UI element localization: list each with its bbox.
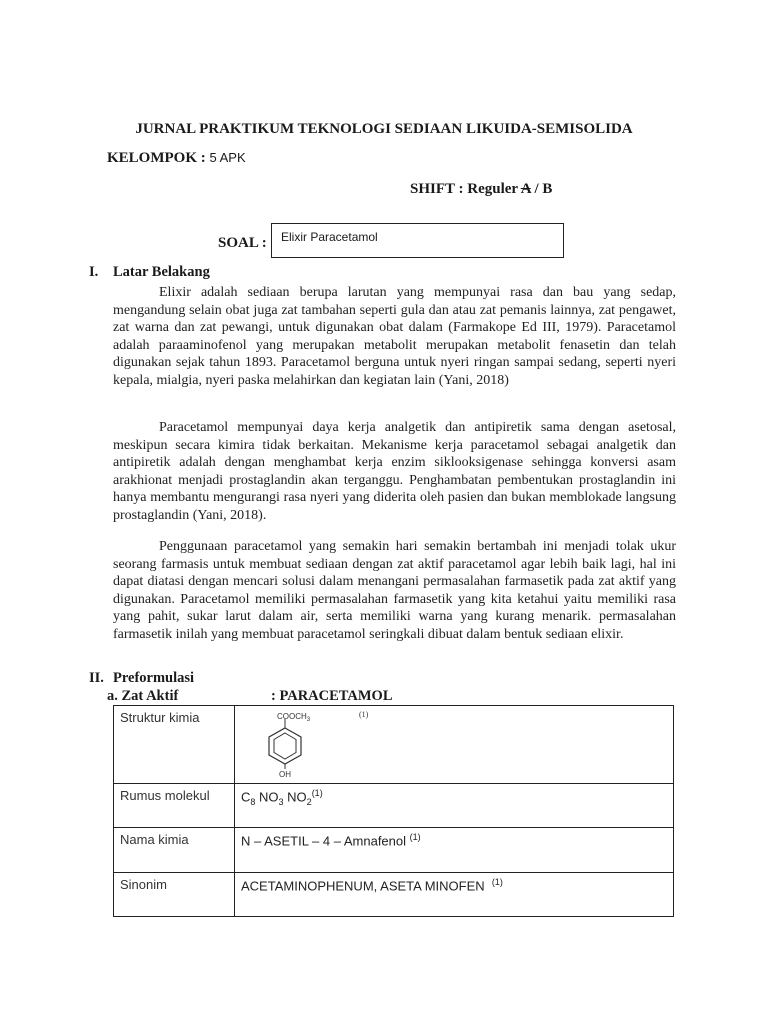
kelompok-line xyxy=(107,150,246,167)
shift-struck-option: A xyxy=(520,181,531,197)
document-title: JURNAL PRAKTIKUM TEKNOLOGI SEDIAAN LIKUIDA-SEMISOLIDA xyxy=(135,121,633,137)
section-number: I. xyxy=(89,264,99,280)
preformulasi-table xyxy=(113,705,674,917)
table-label-cell: Rumus molekul xyxy=(114,784,235,828)
section-number: II. xyxy=(89,670,104,686)
section-heading-preformulasi xyxy=(89,670,194,687)
table-row xyxy=(114,784,674,828)
shift-line xyxy=(410,181,552,198)
table-value-cell xyxy=(235,873,674,917)
formula-sub: 3 xyxy=(278,796,284,807)
reference-sup: (1) xyxy=(491,877,503,887)
table-row xyxy=(114,828,674,873)
kelompok-value: 5 APK xyxy=(209,150,246,165)
paragraph-text: Elixir adalah sediaan berupa larutan yang mempunyai rasa dan bau yang sedap, mengandung selain obat juga zat tambahan seperti gula dan atau zat pemanis lainnya, zat pengawet, zat warna dan zat pewangi, untuk digunakan obat dalam (Farmakope Ed III, 1979). Paracetamol adalah paraaminofenol yang merupakan metabolit merupakan metabolit fenasetin dan telah digunakan sejak tahun 1893. Paracetamol berguna untuk nyeri ringan sampai sedang, seperti nyeri kepala, mialgia, nyeri paska melahirkan dan kegiatan lain (Yani, 2018) xyxy=(113,285,676,388)
paragraph-text: Penggunaan paracetamol yang semakin hari semakin bertambah ini menjadi tolak ukur seorang farmasis untuk membuat sediaan dengan zat aktif paracetamol agar lebih baik lagi, hal ini dapat diatasi dengan mencari solusi dalam menangani permasalahan farmasetik pada zat aktif yang digunakan. Paracetamol memiliki permasalahan farmasetik yang kita ketahui yaitu memiliki rasa yang pahit, sukar larut dalam air, serta memiliki warna yang kurang menarik. permasalahan farmasetik inilah yang membuat paracetamol seringkali dibuat dalam bentuk sediaan elixir. xyxy=(113,539,676,642)
reference-sup: (1) xyxy=(311,788,323,798)
paragraph-3 xyxy=(113,538,676,643)
table-row xyxy=(114,706,674,784)
soal-label: SOAL : xyxy=(218,235,267,251)
subsection-label: a. Zat Aktif xyxy=(107,688,179,704)
structure-reference: (1) xyxy=(359,710,369,719)
table-label-cell: Nama kimia xyxy=(114,828,235,873)
section-heading-latar-belakang xyxy=(89,264,210,281)
table-label-cell: Struktur kimia xyxy=(114,706,235,784)
paracetamol-structure-image xyxy=(251,710,381,782)
table-row xyxy=(114,873,674,917)
soal-value: Elixir Paracetamol xyxy=(281,230,378,244)
shift-rest: / B xyxy=(534,181,553,197)
paragraph-text: Paracetamol mempunyai daya kerja analgetik dan antipiretik sama dengan asetosal, meskipun secara kimira tidak berkaitan. Mekanisme kerja paracetamol sebagai analgetik dan antipiretik adalah dengan menghambat kerja enzim siklooksigenase sehingga konversi asam arakhionat menjadi prostaglandin akan terganggu. Penghambatan pembentukan prostaglandin ini hanya membantu mengurangi rasa nyeri yang diderita oleh pasien dan bukan memblokade langsung prostaglandin (Yani, 2018). xyxy=(113,420,676,523)
formula-part: NO xyxy=(255,789,279,805)
structure-oh-label: OH xyxy=(279,770,291,779)
paragraph-1 xyxy=(113,284,676,389)
kelompok-label: KELOMPOK : xyxy=(107,150,206,166)
formula-sub: 2 xyxy=(306,796,312,807)
subsection-zat-aktif xyxy=(107,688,393,705)
section-title: Preformulasi xyxy=(113,670,195,686)
shift-label: SHIFT : Reguler xyxy=(410,181,518,197)
soal-box xyxy=(271,223,564,258)
structure-cell xyxy=(235,706,674,784)
reference-sup: (1) xyxy=(409,832,421,842)
chemical-name: N – ASETIL – 4 – Amnafenol xyxy=(241,833,407,849)
formula-sub: 8 xyxy=(250,796,256,807)
structure-group-label: $COOCH_3$ xyxy=(277,712,311,723)
synonym-text: ACETAMINOPHENUM, ASETA MINOFEN xyxy=(241,878,485,894)
paragraph-2 xyxy=(113,419,676,524)
subsection-value: : PARACETAMOL xyxy=(271,688,393,704)
table-label-cell: Sinonim xyxy=(114,873,235,917)
table-value-cell xyxy=(235,828,674,873)
formula-part: C xyxy=(241,789,251,805)
table-value-cell xyxy=(235,784,674,828)
formula-part: NO xyxy=(283,789,307,805)
section-title: Latar Belakang xyxy=(113,264,210,280)
